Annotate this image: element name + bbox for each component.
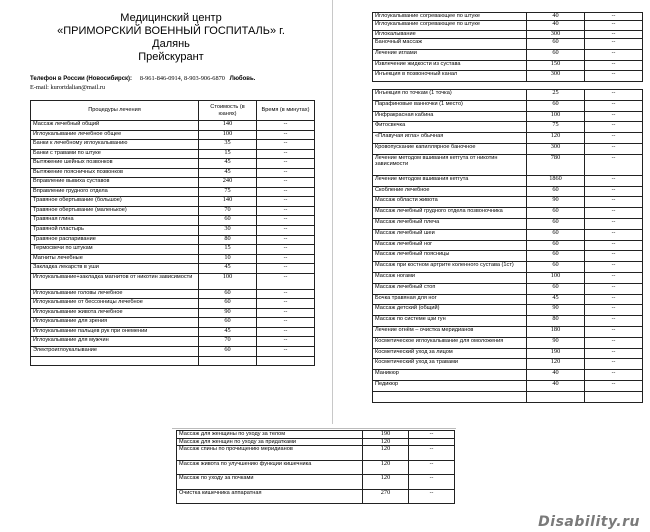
column-header-time: Время (в минутах) (257, 101, 315, 121)
price-cell: 780 (527, 154, 585, 175)
time-cell: -- (257, 226, 315, 236)
procedure-cell: Лечение методом вшивания кетгута (373, 175, 527, 186)
table-row (31, 235, 315, 245)
price-cell: 90 (527, 197, 585, 208)
price-cell: 120 (363, 438, 409, 446)
time-cell: -- (585, 71, 643, 82)
price-cell: 60 (527, 229, 585, 240)
table-row (31, 168, 315, 178)
time-cell: -- (585, 143, 643, 154)
time-cell: -- (585, 38, 643, 49)
table-row (31, 140, 315, 150)
table-row (373, 49, 643, 60)
procedure-cell (373, 391, 527, 402)
procedure-cell: Лечение методом вшивания кетгута от никотин зависимости (373, 154, 527, 175)
procedure-cell: Травяная глина (31, 216, 199, 226)
price-cell: 25 (527, 90, 585, 101)
table-row (373, 197, 643, 208)
procedure-cell: Иглоукалывание для мужчин (31, 337, 199, 347)
price-cell: 10 (199, 254, 257, 264)
time-cell: -- (257, 318, 315, 328)
procedure-cell: Травяное распаривание (31, 235, 199, 245)
time-cell: -- (409, 446, 455, 461)
price-cell (527, 391, 585, 402)
price-cell: 120 (527, 133, 585, 144)
table-row (373, 316, 643, 327)
time-cell: -- (257, 178, 315, 188)
time-cell (409, 438, 455, 446)
price-cell: 140 (199, 121, 257, 131)
procedure-cell: Парафиновые ванночки (1 место) (373, 100, 527, 111)
procedure-cell: Иглоукалывание+закладка магнитов от никотин зависимости (31, 273, 199, 289)
procedure-cell: Вправление грудного отдела (31, 187, 199, 197)
table-row (373, 13, 643, 21)
price-cell: 75 (527, 122, 585, 133)
table-row (373, 262, 643, 273)
table-row (373, 71, 643, 82)
procedure-cell: Очистка кишечника аппаратная (177, 489, 363, 504)
table-row (373, 20, 643, 31)
table-header-row (31, 101, 315, 121)
price-cell: 1860 (527, 175, 585, 186)
table-row (373, 90, 643, 101)
price-cell: 45 (527, 294, 585, 305)
time-cell: -- (257, 289, 315, 299)
time-cell: -- (585, 370, 643, 381)
time-cell: -- (409, 460, 455, 475)
time-cell: -- (585, 13, 643, 21)
procedure-cell: Электроиглоукалывание (31, 347, 199, 357)
table-row (31, 121, 315, 131)
table-row (373, 229, 643, 240)
time-cell: -- (585, 218, 643, 229)
price-cell: 90 (527, 337, 585, 348)
price-table-left (30, 100, 315, 366)
price-cell: 100 (199, 273, 257, 289)
price-cell: 300 (527, 31, 585, 39)
contact-block (30, 75, 320, 92)
procedure-cell: Косметический уход за травами (373, 359, 527, 370)
price-cell: 60 (527, 262, 585, 273)
procedure-cell: Банки с травами по штуке (31, 149, 199, 159)
price-cell: 75 (199, 187, 257, 197)
time-cell: -- (257, 254, 315, 264)
procedure-cell: Массаж детский (общий) (373, 305, 527, 316)
procedure-cell (31, 356, 199, 366)
time-cell: -- (257, 168, 315, 178)
procedure-cell: Баночный массаж (373, 38, 527, 49)
time-cell: -- (585, 208, 643, 219)
time-cell: -- (585, 229, 643, 240)
time-cell: -- (585, 337, 643, 348)
document-title: Прейскурант (138, 51, 204, 63)
price-cell: 150 (527, 60, 585, 71)
table-row (31, 187, 315, 197)
procedure-cell: Иглоукалывание от бессонницы лечебное (31, 299, 199, 309)
table-row (31, 149, 315, 159)
table-row (177, 446, 455, 461)
clinic-name: «ПРИМОРСКИЙ ВОЕННЫЙ ГОСПИТАЛЬ» г. (57, 25, 285, 37)
table-row (373, 337, 643, 348)
table-row (373, 38, 643, 49)
table-row (31, 356, 315, 366)
procedure-cell: Массаж области живота (373, 197, 527, 208)
price-cell: 60 (527, 186, 585, 197)
time-cell: -- (585, 49, 643, 60)
price-cell: 240 (199, 178, 257, 188)
price-cell: 40 (527, 13, 585, 21)
table-row (31, 264, 315, 274)
page-divider (332, 0, 333, 424)
phone-label: Телефон в России (Новосибирск): (30, 76, 133, 82)
procedure-cell: Массаж лечебный поясницы (373, 251, 527, 262)
procedure-cell: Иглокалывание (373, 31, 527, 39)
price-cell: 30 (199, 226, 257, 236)
procedure-cell: Банки к лечебному иглоукалыванию (31, 140, 199, 150)
watermark-logo: Disability.ru (538, 514, 640, 530)
time-cell: -- (585, 60, 643, 71)
time-cell: -- (257, 264, 315, 274)
phone-numbers: 8-961-846-0914, 8-903-906-6870 (139, 75, 225, 82)
price-cell: 90 (527, 305, 585, 316)
time-cell: -- (585, 240, 643, 251)
procedure-cell: Косметический уход за лицом (373, 348, 527, 359)
table-row (373, 186, 643, 197)
procedure-cell: Педикюр (373, 380, 527, 391)
time-cell: -- (585, 326, 643, 337)
column-header-procedure: Процедуры лечения (31, 101, 199, 121)
table-row (373, 348, 643, 359)
procedure-cell: Травяной пластырь (31, 226, 199, 236)
procedure-cell: Инфракрасная кабина (373, 111, 527, 122)
price-cell: 90 (199, 308, 257, 318)
time-cell: -- (257, 327, 315, 337)
procedure-cell: Массаж лечебный общий (31, 121, 199, 131)
procedure-cell: Массаж лечебный плеча (373, 218, 527, 229)
procedure-cell: Массаж ногами (373, 272, 527, 283)
time-cell: -- (257, 235, 315, 245)
time-cell: -- (585, 122, 643, 133)
price-cell: 60 (527, 283, 585, 294)
table-row (373, 143, 643, 154)
price-cell: 300 (527, 143, 585, 154)
procedure-cell: Извлечение жидкости из сустава (373, 60, 527, 71)
price-cell: 40 (527, 370, 585, 381)
procedure-cell: Бочка травяная для ног (373, 294, 527, 305)
time-cell: -- (585, 272, 643, 283)
time-cell: -- (585, 380, 643, 391)
clinic-city: Далянь (152, 38, 190, 50)
table-row (373, 294, 643, 305)
table-row (31, 130, 315, 140)
time-cell: -- (257, 299, 315, 309)
price-cell: 45 (199, 327, 257, 337)
price-cell: 70 (199, 206, 257, 216)
table-row (373, 305, 643, 316)
time-cell: -- (585, 90, 643, 101)
table-row (373, 251, 643, 262)
time-cell: -- (257, 149, 315, 159)
price-cell: 190 (363, 431, 409, 439)
time-cell: -- (585, 305, 643, 316)
price-cell: 45 (199, 159, 257, 169)
procedure-cell: Магниты лечебные (31, 254, 199, 264)
time-cell: -- (257, 216, 315, 226)
clinic-type: Медицинский центр (120, 12, 222, 24)
price-cell: 100 (199, 130, 257, 140)
price-cell: 15 (199, 245, 257, 255)
table-row (31, 159, 315, 169)
procedure-cell: Иглоукалывание пальцев рук при онемении (31, 327, 199, 337)
price-cell: 120 (363, 460, 409, 475)
procedure-cell: Травяное обертывание (большое) (31, 197, 199, 207)
price-cell: 70 (199, 337, 257, 347)
price-cell: 60 (527, 240, 585, 251)
table-row (373, 283, 643, 294)
time-cell: -- (585, 251, 643, 262)
procedure-cell: Массаж для женщин по уходу за придатками (177, 438, 363, 446)
procedure-cell: «Плавучая игла» обычная (373, 133, 527, 144)
table-row (31, 206, 315, 216)
table-row (373, 380, 643, 391)
table-row (373, 370, 643, 381)
procedure-cell: Массаж спины по прочищению меридианов (177, 446, 363, 461)
procedure-cell: Иглоукалывание для зрения (31, 318, 199, 328)
price-cell: 60 (527, 100, 585, 111)
time-cell: -- (585, 197, 643, 208)
time-cell: -- (585, 348, 643, 359)
time-cell: -- (585, 283, 643, 294)
procedure-cell: Массаж для женщины по уходу за телом (177, 431, 363, 439)
price-cell: 35 (199, 140, 257, 150)
table-row (31, 327, 315, 337)
time-cell: -- (257, 130, 315, 140)
price-cell: 60 (199, 289, 257, 299)
document-header (30, 12, 312, 64)
price-cell: 100 (527, 272, 585, 283)
table-row (373, 122, 643, 133)
table-row (373, 154, 643, 175)
price-cell: 40 (527, 20, 585, 31)
price-table-right-top (372, 12, 643, 82)
price-table-bottom (176, 430, 455, 504)
price-cell: 60 (199, 216, 257, 226)
time-cell: -- (257, 159, 315, 169)
time-cell: -- (585, 31, 643, 39)
price-cell: 60 (527, 208, 585, 219)
table-row (373, 359, 643, 370)
procedure-cell: Вытяжение шейных позвонков (31, 159, 199, 169)
time-cell: -- (257, 347, 315, 357)
price-cell: 60 (199, 318, 257, 328)
price-cell: 300 (527, 71, 585, 82)
procedure-cell: Иглоукалывание согревающее по штуке (373, 20, 527, 31)
table-row (373, 218, 643, 229)
time-cell: -- (257, 308, 315, 318)
table-row (373, 208, 643, 219)
procedure-cell: Иглоукалывание лечебное общее (31, 130, 199, 140)
table-row (31, 245, 315, 255)
procedure-cell: Кровопускание капиллярное баночное (373, 143, 527, 154)
price-cell: 45 (199, 264, 257, 274)
time-cell: -- (585, 294, 643, 305)
time-cell: -- (257, 206, 315, 216)
table-row (31, 197, 315, 207)
table-row (31, 178, 315, 188)
table-row (177, 438, 455, 446)
price-cell: 120 (527, 359, 585, 370)
table-row (373, 240, 643, 251)
procedure-cell: Инъекция в позвоночный канал (373, 71, 527, 82)
price-cell: 270 (363, 489, 409, 504)
time-cell: -- (257, 121, 315, 131)
table-row (177, 460, 455, 475)
time-cell: -- (257, 273, 315, 289)
table-row (177, 489, 455, 504)
table-row (373, 31, 643, 39)
procedure-cell: Вправление вывиха суставов (31, 178, 199, 188)
price-table-right-main (372, 89, 643, 403)
price-cell (199, 356, 257, 366)
time-cell: -- (257, 245, 315, 255)
procedure-cell: Массаж лечебный ног (373, 240, 527, 251)
price-cell: 60 (527, 218, 585, 229)
procedure-cell: Закладка лекарств в уши (31, 264, 199, 274)
table-row (31, 308, 315, 318)
time-cell: -- (409, 489, 455, 504)
time-cell: -- (585, 111, 643, 122)
procedure-cell: Фитосвечка (373, 122, 527, 133)
time-cell: -- (585, 154, 643, 175)
time-cell: -- (585, 100, 643, 111)
time-cell: -- (585, 359, 643, 370)
time-cell: -- (585, 20, 643, 31)
procedure-cell: Иглоукалывание согревающее по штуке (373, 13, 527, 21)
table-row (373, 133, 643, 144)
procedure-cell: Скоблениe лечебное (373, 186, 527, 197)
table-row (31, 226, 315, 236)
table-row (373, 326, 643, 337)
time-cell: -- (257, 187, 315, 197)
time-cell: -- (585, 316, 643, 327)
procedure-cell: Инъекция по точкам (1 точка) (373, 90, 527, 101)
procedure-cell: Маникюр (373, 370, 527, 381)
procedure-cell: Массаж по системе цзи гун (373, 316, 527, 327)
procedure-cell: Лечение огнём – очистка меридианов (373, 326, 527, 337)
procedure-cell: Иглоукалывание живота лечебное (31, 308, 199, 318)
table-row (373, 60, 643, 71)
time-cell: -- (409, 475, 455, 490)
procedure-cell: Массаж лечебный шеи (373, 229, 527, 240)
time-cell: -- (585, 175, 643, 186)
price-cell: 60 (527, 49, 585, 60)
table-row (177, 431, 455, 439)
time-cell: -- (257, 140, 315, 150)
procedure-cell: Массаж живота по улучшению функции кишечника (177, 460, 363, 475)
procedure-cell: Вытяжение поясничных позвонков (31, 168, 199, 178)
time-cell (257, 356, 315, 366)
price-cell: 45 (199, 168, 257, 178)
table-row (31, 216, 315, 226)
price-cell: 80 (527, 316, 585, 327)
procedure-cell: Массаж при костном артрите коленного сустава (1ст) (373, 262, 527, 273)
price-cell: 15 (199, 149, 257, 159)
table-row (373, 391, 643, 402)
column-header-price: Стоимость (в юанях) (199, 101, 257, 121)
email-address: E-mail: kurortdalian@mail.ru (30, 83, 106, 91)
contact-name: Любовь. (229, 76, 256, 82)
procedure-cell: Массаж лечебный грудного отдела позвоночника (373, 208, 527, 219)
price-cell: 180 (527, 326, 585, 337)
time-cell: -- (409, 431, 455, 439)
price-cell: 120 (363, 446, 409, 461)
procedure-cell: Массаж лечебный стоп (373, 283, 527, 294)
price-cell: 60 (199, 299, 257, 309)
table-row (373, 100, 643, 111)
time-cell: -- (585, 186, 643, 197)
table-row (31, 337, 315, 347)
procedure-cell: Косметическое иглоукалывание для омоложения (373, 337, 527, 348)
price-cell: 60 (199, 347, 257, 357)
procedure-cell: Лечение иглами (373, 49, 527, 60)
table-row (31, 299, 315, 309)
time-cell: -- (257, 197, 315, 207)
price-cell: 40 (527, 380, 585, 391)
price-cell: 190 (527, 348, 585, 359)
time-cell (585, 391, 643, 402)
table-row (373, 272, 643, 283)
procedure-cell: Термосвечи по штукам (31, 245, 199, 255)
table-row (31, 254, 315, 264)
time-cell: -- (585, 262, 643, 273)
table-row (373, 111, 643, 122)
table-row (177, 475, 455, 490)
table-row (31, 347, 315, 357)
procedure-cell: Иглоукалывание головы лечебное (31, 289, 199, 299)
table-row (31, 289, 315, 299)
price-cell: 100 (527, 111, 585, 122)
price-cell: 80 (199, 235, 257, 245)
time-cell: -- (585, 133, 643, 144)
procedure-cell: Травяное обертывание (маленькое) (31, 206, 199, 216)
price-cell: 120 (363, 475, 409, 490)
table-row (373, 175, 643, 186)
table-row (31, 318, 315, 328)
price-cell: 60 (527, 38, 585, 49)
price-cell: 60 (527, 251, 585, 262)
table-row (31, 273, 315, 289)
time-cell: -- (257, 337, 315, 347)
procedure-cell: Массаж по уходу за почками (177, 475, 363, 490)
price-cell: 140 (199, 197, 257, 207)
